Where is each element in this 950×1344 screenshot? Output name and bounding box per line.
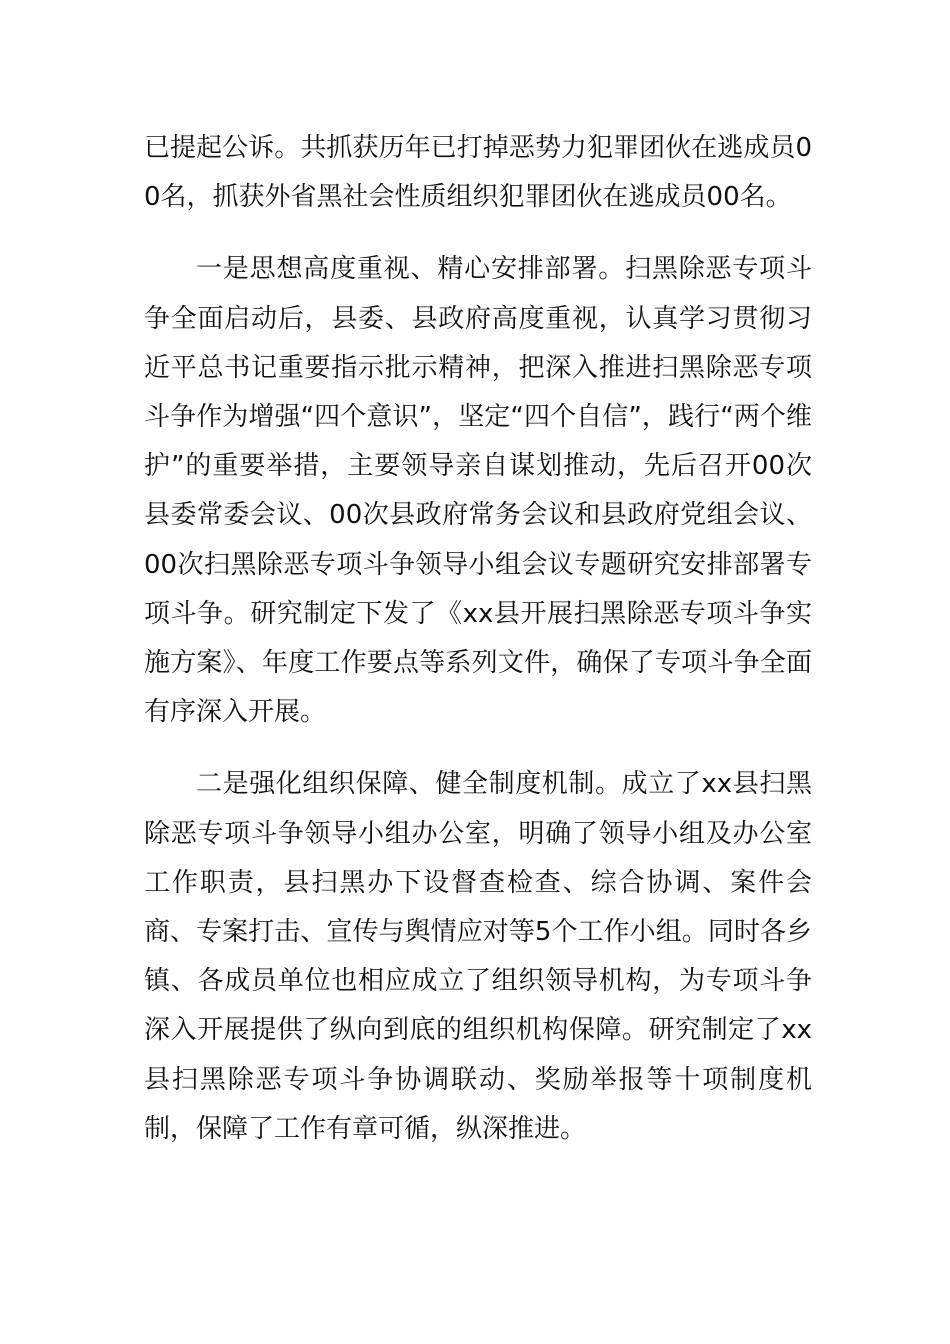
paragraph-organizational-guarantee: 二是强化组织保障、健全制度机制。成立了xx县扫黑除恶专项斗争领导小组办公室，明确了领导小组及办公室工作职责，县扫黑办下设督查检查、综合协调、案件会商、专案打击、宣传与舆情应对等5个工作小组。同时各乡镇、各成员单位也相应成立了组织领导机构，为专项斗争深入开展提供了纵向到底的组织机构保障。研究制定了xx县扫黑除恶专项斗争协调联动、奖励举报等十项制度机制，保障了工作有章可循，纵深推进。 <box>144 769 812 1144</box>
document-body <box>144 124 812 1177</box>
paragraph-continuation: 已提起公诉。共抓获历年已打掉恶势力犯罪团伙在逃成员00名，抓获外省黑社会性质组织犯罪团伙在逃成员00名。 <box>144 133 812 213</box>
paragraph-ideological-emphasis: 一是思想高度重视、精心安排部署。扫黑除恶专项斗争全面启动后，县委、县政府高度重视，认真学习贯彻习近平总书记重要指示批示精神，把深入推进扫黑除恶专项斗争作为增强“四个意识”，坚定“四个自信”，践行“两个维护”的重要举措，主要领导亲自谋划推动，先后召开00次县委常委会议、00次县政府常务会议和县政府党组会议、00次扫黑除恶专项斗争领导小组会议专题研究安排部署专项斗争。研究制定下发了《xx县开展扫黑除恶专项斗争实施方案》、年度工作要点等系列文件，确保了专项斗争全面有序深入开展。 <box>144 254 812 728</box>
